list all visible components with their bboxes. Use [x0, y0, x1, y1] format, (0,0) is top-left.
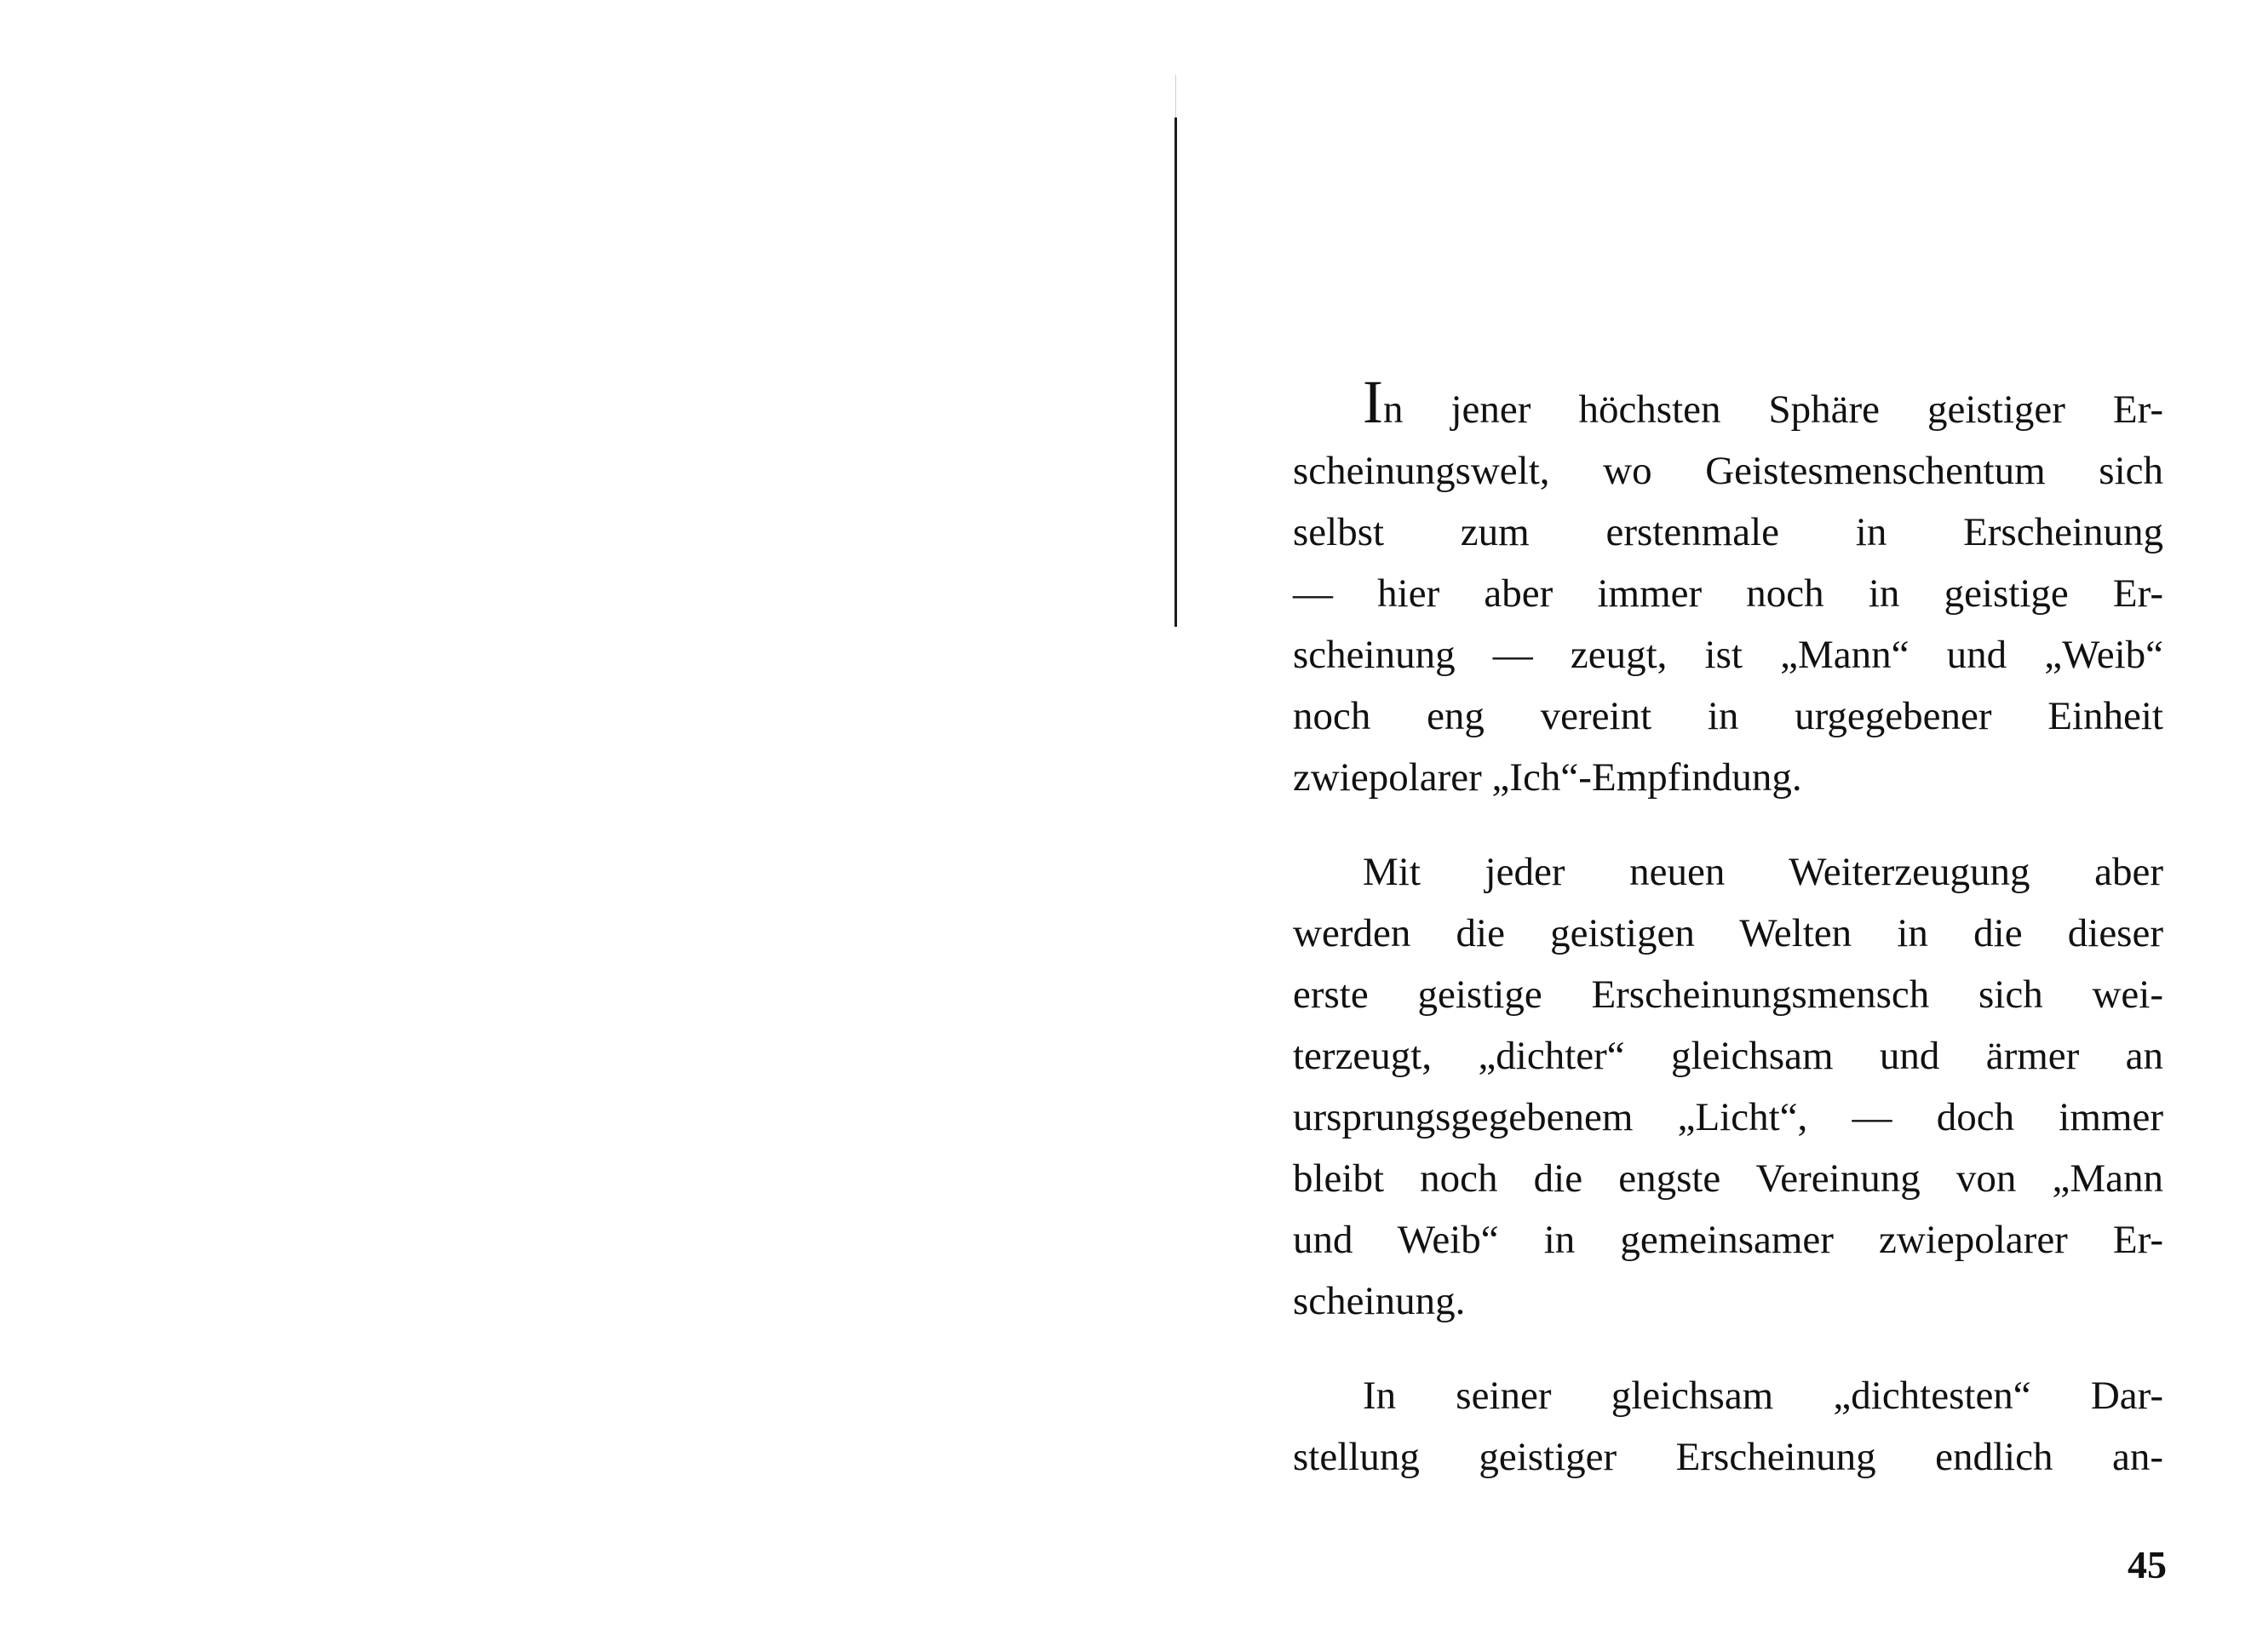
gutter-shadow-faint — [1175, 75, 1176, 118]
text-line: bleibt noch die engste Vereinung von „Mann — [1293, 1156, 2163, 1201]
text-line: In seiner gleichsam „dichtesten“ Dar- — [1363, 1374, 2163, 1418]
paragraph-1 — [1293, 368, 2163, 808]
body-text — [1293, 368, 2163, 1488]
right-page — [1180, 0, 2257, 1652]
text-line: terzeugt, „dichter“ gleichsam und ärmer an — [1293, 1034, 2163, 1078]
text-line: zwiepolarer „Ich“-Empfindung. — [1293, 755, 1802, 800]
text-line: — hier aber immer noch in geistige Er- — [1293, 571, 2163, 616]
page-number: 45 — [2128, 1543, 2167, 1586]
text-line — [1293, 368, 2163, 440]
text-line: stellung geistiger Erscheinung endlich an- — [1293, 1435, 2163, 1479]
text-line: scheinung — zeugt, ist „Mann“ und „Weib“ — [1293, 633, 2163, 677]
drop-cap: I — [1363, 368, 1383, 436]
text-line-content: n jener höchsten Sphäre geistiger Er- — [1382, 387, 2163, 432]
paragraph-2 — [1293, 841, 2163, 1332]
text-line: scheinungswelt, wo Geistesmenschentum sich — [1293, 449, 2163, 493]
gutter-line — [1174, 118, 1177, 627]
paragraph-3 — [1293, 1365, 2163, 1488]
text-line: Mit jeder neuen Weiterzeugung aber — [1363, 850, 2163, 894]
text-line: und Weib“ in gemeinsamer zwiepolarer Er- — [1293, 1218, 2163, 1262]
text-line: noch eng vereint in urgegebener Einheit — [1293, 694, 2163, 738]
text-line: erste geistige Erscheinungsmensch sich wei- — [1293, 972, 2163, 1017]
text-line: ursprungsgegebenem „Licht“, — doch immer — [1293, 1095, 2163, 1139]
text-line: selbst zum erstenmale in Erscheinung — [1293, 510, 2163, 554]
text-line: werden die geistigen Welten in die dieser — [1293, 911, 2163, 955]
text-line: scheinung. — [1293, 1279, 1466, 1323]
